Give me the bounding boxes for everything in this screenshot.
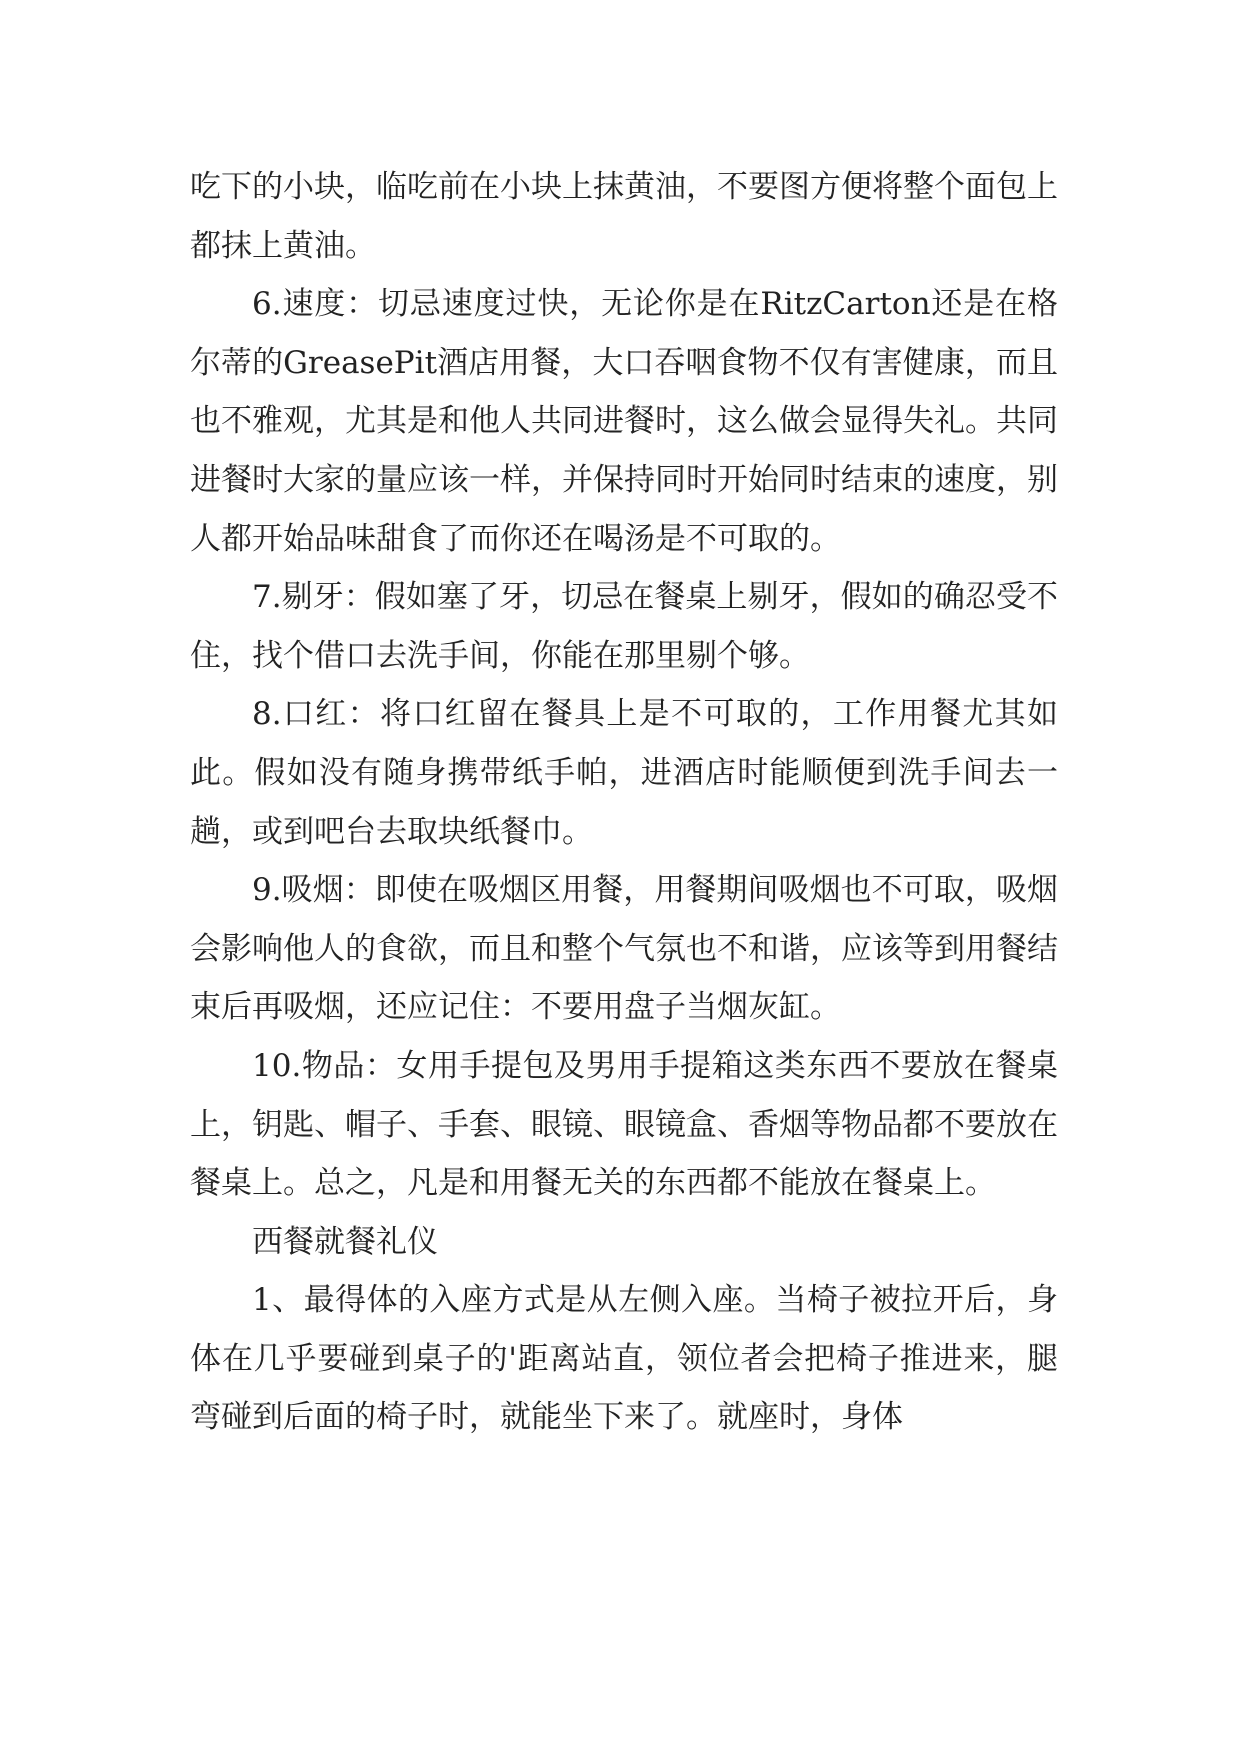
paragraph-speed: 6.速度：切忌速度过快，无论你是在RitzCarton还是在格尔蒂的GreasePit酒店用餐，大口吞咽食物不仅有害健康，而且也不雅观，尤其是和他人共同进餐时，这么做会显得失礼。共同进餐时大家的量应该一样，并保持同时开始同时结束的速度，别人都开始品味甜食了而你还在喝汤是不可取的。	[190, 286, 1058, 557]
paragraph-lipstick: 8.口红：将口红留在餐具上是不可取的，工作用餐尤其如此。假如没有随身携带纸手帕，进酒店时能顺便到洗手间去一趟，或到吧台去取块纸餐巾。	[190, 696, 1058, 850]
paragraph-bread-butter: 吃下的小块，临吃前在小块上抹黄油，不要图方便将整个面包上都抹上黄油。	[190, 169, 1058, 264]
paragraph-toothpick: 7.剔牙：假如塞了牙，切忌在餐桌上剔牙，假如的确忍受不住，找个借口去洗手间，你能在那里剔个够。	[190, 579, 1058, 674]
paragraph-seating: 1、最得体的入座方式是从左侧入座。当椅子被拉开后，身体在几乎要碰到桌子的'距离站直，领位者会把椅子推进来，腿弯碰到后面的椅子时，就能坐下来了。就座时，身体	[190, 1282, 1058, 1436]
document-body	[190, 158, 1058, 1447]
paragraph-belongings: 10.物品：女用手提包及男用手提箱这类东西不要放在餐桌上，钥匙、帽子、手套、眼镜、眼镜盒、香烟等物品都不要放在餐桌上。总之，凡是和用餐无关的东西都不能放在餐桌上。	[190, 1047, 1058, 1202]
section-heading: 西餐就餐礼仪	[252, 1223, 438, 1260]
paragraph-smoking: 9.吸烟：即使在吸烟区用餐，用餐期间吸烟也不可取，吸烟会影响他人的食欲，而且和整个气氛也不和谐，应该等到用餐结束后再吸烟，还应记住：不要用盘子当烟灰缸。	[190, 872, 1058, 1026]
